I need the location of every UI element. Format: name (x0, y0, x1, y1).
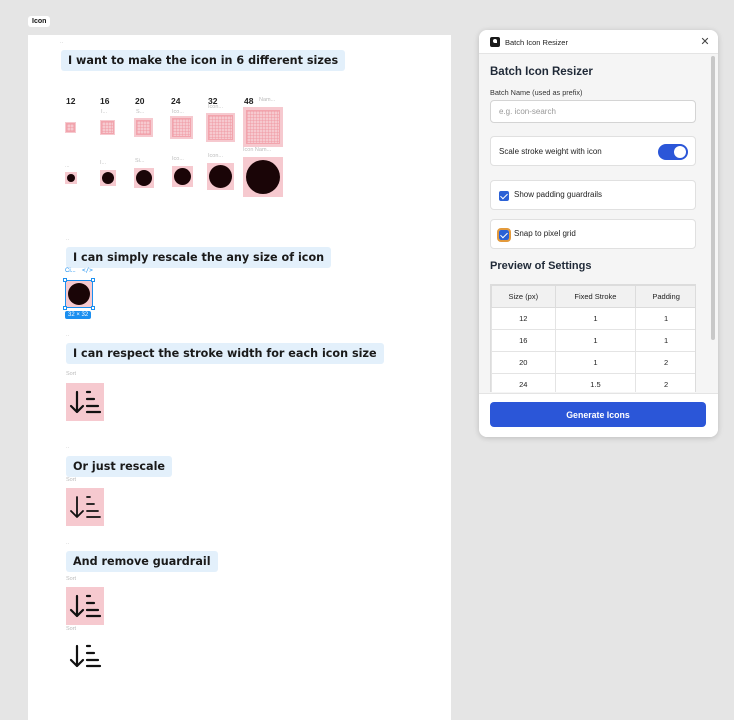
panel-titlebar[interactable] (479, 30, 718, 54)
cell-size: 20 (492, 352, 556, 374)
toggle-knob (674, 146, 686, 158)
guardrail-circle-16[interactable] (100, 170, 116, 186)
code-icon[interactable]: </> (82, 267, 93, 274)
guardrail-square-16[interactable] (100, 120, 115, 135)
heading-rescale[interactable]: I can simply rescale the any size of icon (66, 247, 331, 268)
guardrail-circle-24[interactable] (172, 166, 193, 187)
snap-pixel-label[interactable]: Snap to pixel grid (514, 229, 576, 238)
column-header-size: Size (px) (492, 286, 556, 308)
resize-handle[interactable] (91, 306, 95, 310)
cell-size: 12 (492, 308, 556, 330)
layer-name: Sort (66, 477, 77, 483)
frame-label[interactable]: Icon (28, 16, 50, 27)
table-row (492, 374, 697, 393)
preview-heading: Preview of Settings (490, 260, 592, 272)
layer-name: Si... (135, 158, 145, 164)
heading-just-rescale[interactable]: Or just rescale (66, 456, 172, 477)
frame-marker: .. (66, 236, 70, 242)
size-label-20: 20 (135, 96, 145, 106)
sort-icon[interactable] (66, 637, 104, 675)
layer-name: Nam... (259, 97, 276, 103)
guardrail-square-12[interactable] (65, 122, 76, 133)
size-label-12: 12 (66, 96, 76, 106)
layer-name: Sort (66, 576, 77, 582)
cell-padding: 2 (636, 352, 696, 374)
frame-marker: .. (60, 39, 64, 45)
layer-name: ... (65, 163, 70, 169)
table-row (492, 330, 697, 352)
guardrail-square-24[interactable] (170, 116, 193, 139)
size-label-48: 48 (244, 96, 254, 106)
scale-stroke-toggle[interactable] (658, 144, 688, 160)
cell-padding: 1 (636, 308, 696, 330)
table-row (492, 352, 697, 374)
size-label-24: 24 (171, 96, 181, 106)
frame-marker: .. (66, 540, 70, 546)
layer-name: Sort (66, 371, 77, 377)
guardrail-circle-32[interactable] (207, 163, 234, 190)
size-label-16: 16 (100, 96, 110, 106)
cell-size: 24 (492, 374, 556, 393)
cell-stroke: 1 (555, 330, 636, 352)
heading-stroke[interactable]: I can respect the stroke width for each icon size (66, 343, 384, 364)
table-row (492, 308, 697, 330)
layer-name: Icon... (208, 104, 223, 110)
column-header-padding: Padding (636, 286, 696, 308)
titlebar-title: Batch Icon Resizer (505, 38, 568, 47)
layer-name: Ico... (172, 109, 184, 115)
close-icon[interactable]: ✕ (700, 36, 710, 48)
batch-icon-resizer-panel (479, 30, 718, 437)
guardrail-circle-12[interactable] (65, 172, 77, 184)
panel-scrollbar[interactable] (711, 56, 716, 393)
frame-marker: .. (66, 332, 70, 338)
scrollbar-thumb[interactable] (711, 56, 715, 340)
guardrail-circle-20[interactable] (134, 168, 154, 188)
circle-icon (68, 283, 90, 305)
selected-layer-name: Ci... (65, 268, 76, 274)
cell-stroke: 1 (555, 308, 636, 330)
heading-remove-guardrail[interactable]: And remove guardrail (66, 551, 218, 572)
selected-circle-icon[interactable] (65, 280, 93, 308)
cell-padding: 1 (636, 330, 696, 352)
guardrail-square-32[interactable] (206, 113, 235, 142)
show-padding-checkbox[interactable] (499, 191, 509, 201)
scale-stroke-option (490, 136, 696, 166)
frame-marker: .. (66, 444, 70, 450)
column-header-stroke: Fixed Stroke (555, 286, 636, 308)
generate-icons-button[interactable]: Generate Icons (490, 402, 706, 427)
cell-size: 16 (492, 330, 556, 352)
layer-name: Icon... (208, 153, 223, 159)
resize-handle[interactable] (63, 306, 67, 310)
panel-footer (479, 393, 718, 437)
resize-handle[interactable] (63, 278, 67, 282)
layer-name: S... (136, 109, 145, 115)
layer-name: Ico... (172, 156, 184, 162)
snap-pixel-option (490, 219, 696, 249)
size-label-32: 32 (208, 96, 218, 106)
heading-sizes[interactable]: I want to make the icon in 6 different sizes (61, 50, 345, 71)
cell-stroke: 1.5 (555, 374, 636, 393)
preview-table[interactable] (490, 284, 696, 392)
scale-stroke-label: Scale stroke weight with icon (499, 147, 602, 156)
layer-name: Icon Nam... (243, 147, 272, 153)
batch-name-input[interactable] (490, 100, 696, 123)
design-canvas[interactable] (28, 35, 451, 720)
guardrail-circle-48[interactable] (243, 157, 283, 197)
show-padding-label[interactable]: Show padding guardrails (514, 190, 603, 199)
layer-name: I... (100, 160, 107, 166)
cell-padding: 2 (636, 374, 696, 393)
sort-icon[interactable] (66, 383, 104, 421)
plugin-logo-icon (490, 37, 500, 47)
panel-heading: Batch Icon Resizer (490, 66, 593, 78)
sort-icon[interactable] (66, 587, 104, 625)
dimensions-badge: 32 × 32 (65, 311, 91, 319)
layer-name: Sort (66, 626, 77, 632)
guardrail-square-48[interactable] (243, 107, 283, 147)
layer-name: I... (101, 109, 108, 115)
snap-pixel-checkbox[interactable] (499, 230, 509, 240)
guardrail-square-20[interactable] (134, 118, 153, 137)
sort-icon[interactable] (66, 488, 104, 526)
cell-stroke: 1 (555, 352, 636, 374)
batch-name-label: Batch Name (used as prefix) (490, 88, 583, 97)
show-padding-option (490, 180, 696, 210)
resize-handle[interactable] (91, 278, 95, 282)
